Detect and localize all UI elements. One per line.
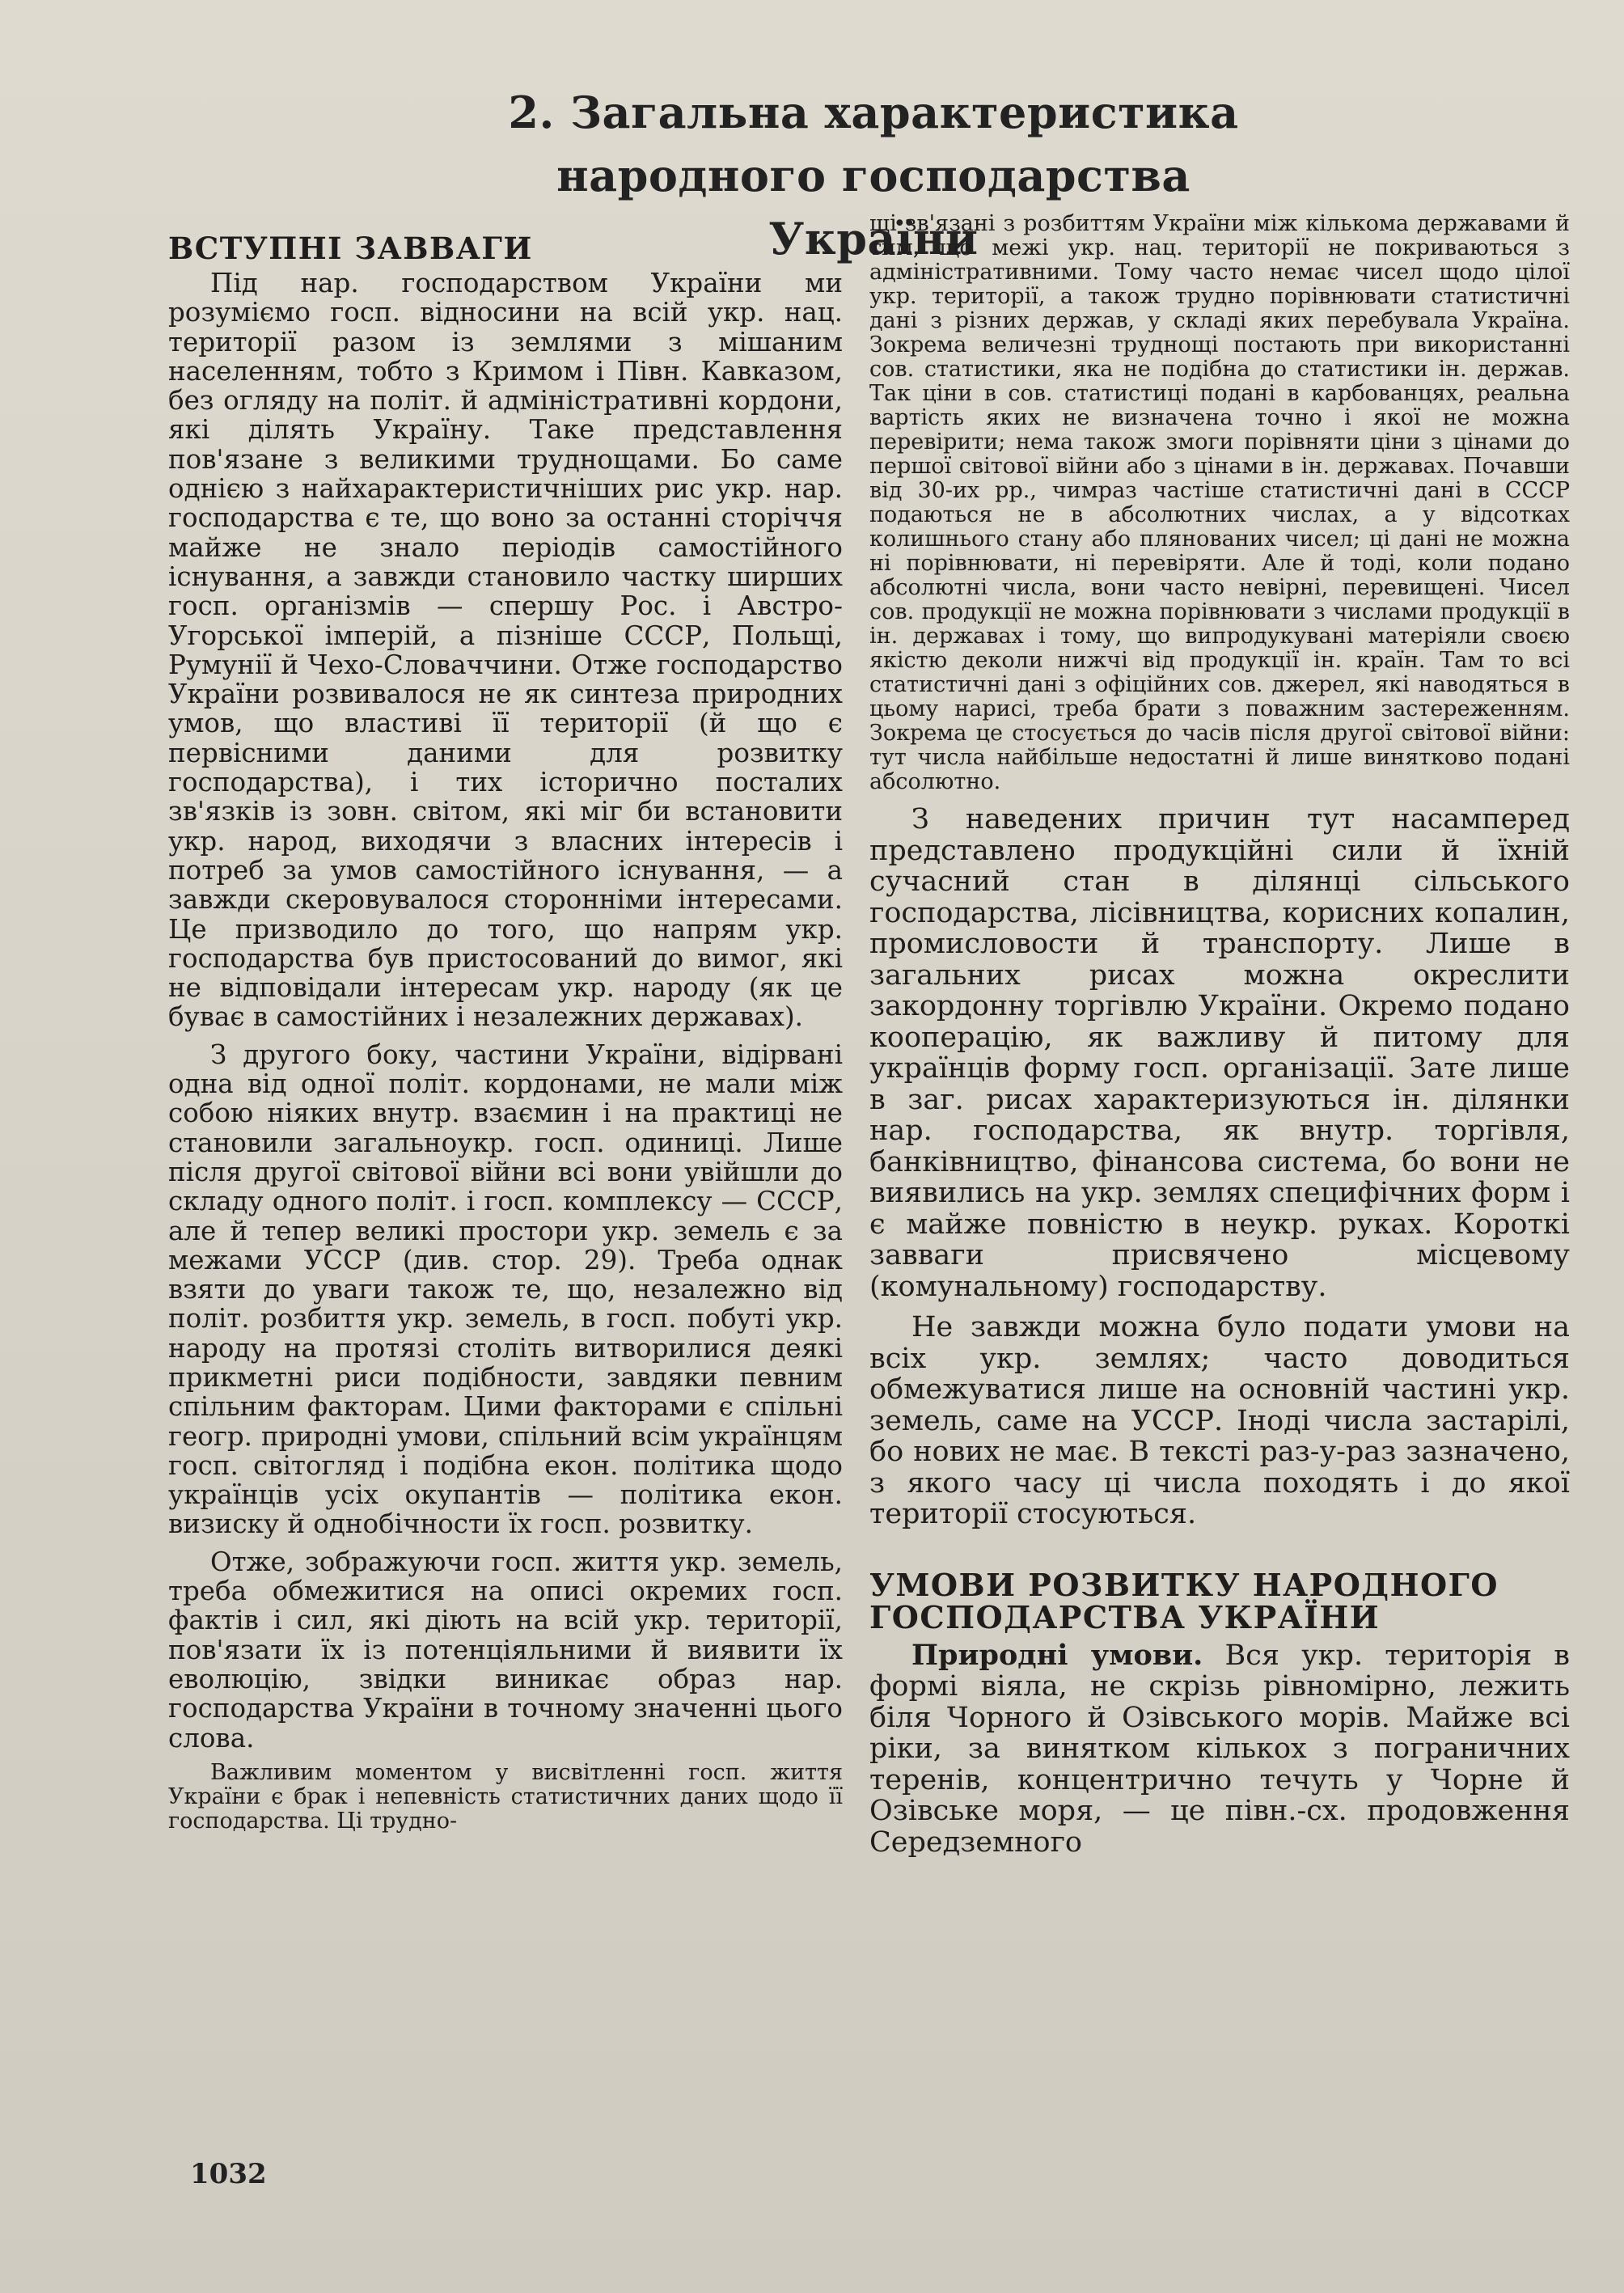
section-heading-introduction: ВСТУПНІ ЗАВВАГИ <box>168 231 533 266</box>
paragraph: З наведених причин тут насамперед представлено продукційні сили й їхній сучасний стан в ділянці сільського господарства, лісівництва, корисних копалин, промисловости й транспорту. Лише в загальних рисах можна окреслити закордонну торгівлю України. Окремо подано кооперацію, як важливу й питому для українців форму госп. організації. Зате лише в заг. рисах характеризуються ін. ділянки нар. господарства, як внутр. торгівля, банківництво, фінансова система, бо вони не виявились на укр. землях специфічних форм і є майже повністю в неукр. руках. Короткі завваги присвячено місцевому (комунальному) господарству. <box>869 803 1570 1303</box>
paragraph: Не завжди можна було подати умови на всіх укр. землях; часто доводиться обмежуватися лише на основній частині укр. земель, саме на УССР. Іноді числа застарілі, бо нових не має. В тексті раз-у-раз зазначено, з якого часу ці числа походять і до якої території стосуються. <box>869 1311 1570 1530</box>
paragraph-text: Вся укр. територія в формі віяла, не скрізь рівномірно, лежить біля Чорного й Озівського морів. Майже всі ріки, за винятком кількох з пограничних теренів, концентрично течуть у Чорне й Озівське моря, — це півн.-сх. продовження Середземного <box>869 1639 1571 1859</box>
paragraph: З другого боку, частини України, відірвані одна від одної політ. кордонами, не мали між собою ніяких внутр. взаємин і на практиці не становили загальноукр. госп. одиниці. Лише після другої світової війни всі вони увійшли до складу одного політ. і госп. комплексу — СССР, але й тепер великі простори укр. земель є за межами УССР (див. стор. 29). Треба однак взяти до уваги також те, що, незалежно від політ. розбиття укр. земель, в госп. побуті укр. народу на протязі століть витворилися деякі прикметні риси подібности, завдяки певним спільним факторам. Цими факторами є спільні геогр. природні умови, спільний всім українцям госп. світогляд і подібна екон. політика щодо українців усіх окупантів — політика екон. визиску й однобічности їх госп. розвитку. <box>168 1039 843 1540</box>
paragraph-natural-conditions <box>869 1640 1570 1859</box>
run-in-heading: Природні умови. <box>911 1638 1203 1672</box>
title-line-2: народного господарства України <box>556 150 1191 264</box>
small-print-paragraph: Важливим моментом у висвітленні госп. життя України є брак і непевність статистичних даних щодо її господарства. Ці трудно- <box>168 1759 843 1834</box>
section-heading-conditions: УМОВИ РОЗВИТКУ НАРОДНОГО ГОСПОДАРСТВА УКРАЇНИ <box>869 1566 1499 1635</box>
paragraph: Отже, зображуючи госп. життя укр. земель, треба обмежитися на описі окремих госп. фактів і сил, які діють на всій укр. території, пов'язати їх із потенціяльними й виявити їх еволюцію, звідки виникає образ нар. господарства України в точному значенні цього слова. <box>168 1546 843 1754</box>
right-column <box>869 212 1570 1858</box>
title-line-1: 2. Загальна характеристика <box>508 87 1239 138</box>
left-column <box>168 231 843 1834</box>
page-number: 1032 <box>190 2158 267 2190</box>
small-print-paragraph-continued: щі зв'язані з розбиттям України між кількома державами й тим, що межі укр. нац. території не покриваються з адміністративними. Тому часто немає чисел щодо цілої укр. території, а також трудно порівнювати статистичні дані з різних держав, у складі яких перебувала Україна. Зокрема величезні труднощі постають при використанні сов. статистики, яка не подібна до статистики ін. держав. Так ціни в сов. статистиці подані в карбованцях, реальна вартість яких не визначена точно і якої не можна перевірити; нема також змоги порівняти ціни з цінами до першої світової війни або з цінами в ін. державах. Почавши від 30-их рр., чимраз частіше статистичні дані в СССР подаються не в абсолютних числах, а у відсотках колишнього стану або плянованих чисел; ці дані не можна ні порівнювати, ні перевіряти. Але й тоді, коли подано абсолютні числа, вони часто невірні, перевищені. Чисел сов. продукції не можна порівнювати з числами продукції в ін. державах і тому, що випродукувані матеріяли своєю якістю деколи нижчі від продукції ін. країн. Там то всі статистичні дані з офіційних сов. джерел, які наводяться в цьому нарисі, треба брати з поважним застереженням. Зокрема це стосується до часів після другої світової війни: тут числа найбільше недостатні й лише винятково подані абсолютно. <box>869 211 1570 794</box>
paragraph: Під нар. господарством України ми розуміємо госп. відносини на всій укр. нац. території разом із землями з мішаним населенням, тобто з Кримом і Півн. Кавказом, без огляду на політ. й адміністративні кордони, які ділять Україну. Таке представлення пов'язане з великими труднощами. Бо саме однією з найхарактеристичніших рис укр. нар. господарства є те, що воно за останні сторіччя майже не знало періодів самостійного існування, а завжди становило частку ширших госп. організмів — спершу Рос. і Австро-Угорської імперій, а пізніше СССР, Польщі, Румунії й Чехо-Словаччини. Отже господарство України розвивалося не як синтеза природних умов, що властиві її території (й що є первісними даними для розвитку господарства), і тих історично посталих зв'язків із зовн. світом, які міг би встановити укр. народ, виходячи з власних інтересів і потреб за умов самостійного існування, — а завжди скеровувалося сторонніми інтересами. Це призводило до того, що напрям укр. господарства був пристосований до вимог, які не відповідали інтересам укр. народу (як це буває в самостійних і незалежних державах). <box>168 268 843 1033</box>
